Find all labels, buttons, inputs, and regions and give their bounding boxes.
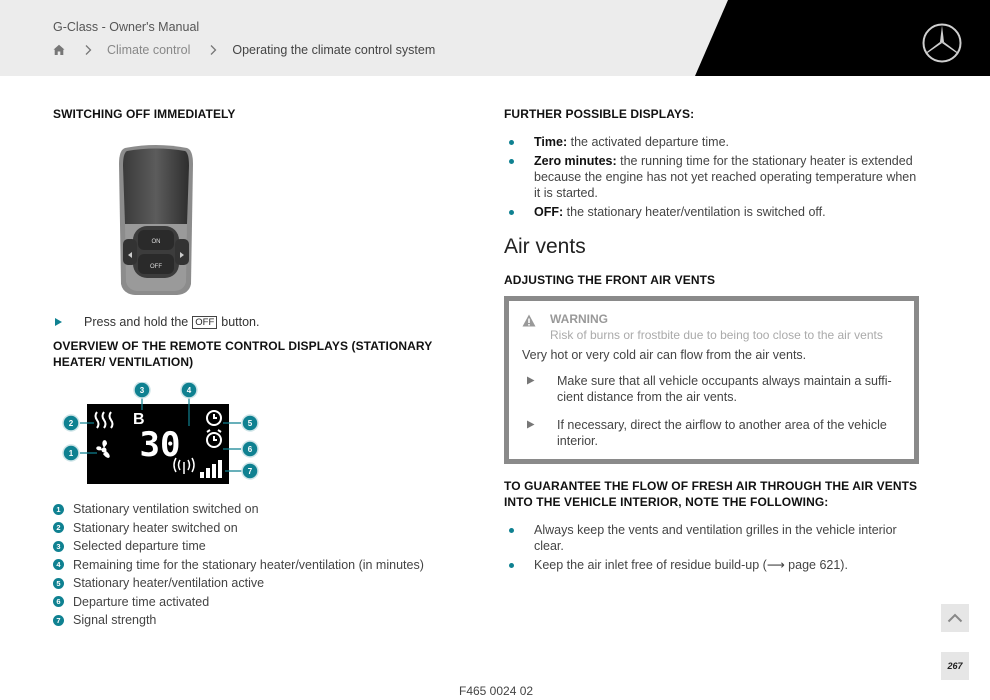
list-item: Always keep the vents and ventilation grilles in the vehicle interior clear. — [504, 522, 924, 554]
scroll-to-top-button[interactable] — [941, 604, 969, 632]
warning-subtitle: Risk of burns or frostbite due to being too close to the air vents — [550, 328, 883, 342]
page-header — [0, 0, 990, 76]
callout-7: 7 — [247, 467, 253, 476]
list-item: Make sure that all vehicle occupants always maintain a suffi- cient distance from the air vents. — [522, 373, 900, 405]
adjust-vents-heading: ADJUSTING THE FRONT AIR VENTS — [504, 273, 716, 287]
home-icon[interactable] — [53, 44, 65, 56]
overview-heading: OVERVIEW OF THE REMOTE CONTROL DISPLAYS (STATIONARY HEATER/ VENTILATION) — [53, 339, 433, 369]
list-item: Zero minutes: the running time for the stationary heater is extended because the engine has not yet reached operating temperature when it is started. — [504, 153, 924, 201]
list-item: Time: the activated departure time. — [504, 134, 924, 150]
fresh-air-list — [504, 522, 924, 573]
warning-triangle-icon — [522, 314, 536, 327]
warning-title: WARNING — [550, 312, 608, 326]
callout-3: 3 — [139, 386, 145, 395]
callout-6: 6 — [247, 445, 253, 454]
off-key-label: OFF — [192, 316, 217, 329]
warning-box — [504, 296, 919, 464]
remote-on-label: ON — [151, 239, 161, 245]
triangle-bullet-icon — [53, 317, 63, 327]
breadcrumb — [53, 43, 435, 57]
legend-item: 2 Stationary heater switched on — [53, 519, 424, 538]
warning-list — [522, 373, 900, 449]
legend-item: 1 Stationary ventilation switched on — [53, 500, 424, 519]
legend-item: 6 Departure time activated — [53, 593, 424, 612]
remaining-time-digits: 30 — [139, 425, 181, 465]
list-item: If necessary, direct the airflow to another area of the vehicle interior. — [522, 417, 900, 449]
page-number-badge: 267 — [941, 652, 969, 680]
fresh-air-heading: TO GUARANTEE THE FLOW OF FRESH AIR THROUGH THE AIR VENTS INTO THE VEHICLE INTERIOR, NOTE THE FOLLOWING: — [504, 479, 918, 509]
breadcrumb-link-climate-control[interactable]: Climate control — [107, 43, 191, 57]
manual-title: G-Class - Owner's Manual — [53, 20, 200, 34]
further-displays-list — [504, 134, 924, 220]
callout-2: 2 — [68, 419, 74, 428]
figure-code: F465 0024 02 — [459, 684, 534, 698]
chevron-right-icon — [208, 44, 218, 56]
legend-item: 5 Stationary heater/ventilation active — [53, 574, 424, 593]
chevron-right-icon — [83, 44, 93, 56]
remote-display-diagram — [57, 382, 262, 492]
mercedes-star-icon[interactable] — [921, 22, 963, 64]
triangle-bullet-icon — [526, 420, 535, 429]
press-after-text: button. — [221, 315, 260, 329]
warning-text: Very hot or very cold air can flow from the air vents. — [522, 348, 807, 362]
remote-off-label: OFF — [150, 264, 162, 270]
legend-item: 7 Signal strength — [53, 611, 424, 630]
press-before-text: Press and hold the — [84, 315, 189, 329]
callout-1: 1 — [68, 449, 74, 458]
list-item[interactable]: Keep the air inlet free of residue build-up (⟶ page 621). — [504, 557, 924, 573]
triangle-bullet-icon — [526, 376, 535, 385]
right-column — [504, 106, 924, 576]
further-displays-heading: FURTHER POSSIBLE DISPLAYS: — [504, 107, 695, 121]
breadcrumb-current: Operating the climate control system — [232, 43, 436, 57]
callout-4: 4 — [186, 386, 192, 395]
legend-item: 4 Remaining time for the stationary heater/ventilation (in minutes) — [53, 556, 424, 575]
list-item: OFF: the stationary heater/ventilation is switched off. — [504, 204, 924, 220]
departure-b-label: B — [133, 411, 145, 428]
callout-5: 5 — [247, 419, 253, 428]
display-legend — [53, 500, 424, 630]
left-column — [53, 106, 473, 628]
legend-item: 3 Selected departure time — [53, 537, 424, 556]
remote-control-image — [117, 144, 195, 296]
chevron-up-icon — [947, 613, 963, 623]
switch-off-heading: SWITCHING OFF IMMEDIATELY — [53, 107, 236, 121]
press-instruction — [53, 315, 259, 329]
section-title-air-vents: Air vents — [504, 235, 586, 258]
